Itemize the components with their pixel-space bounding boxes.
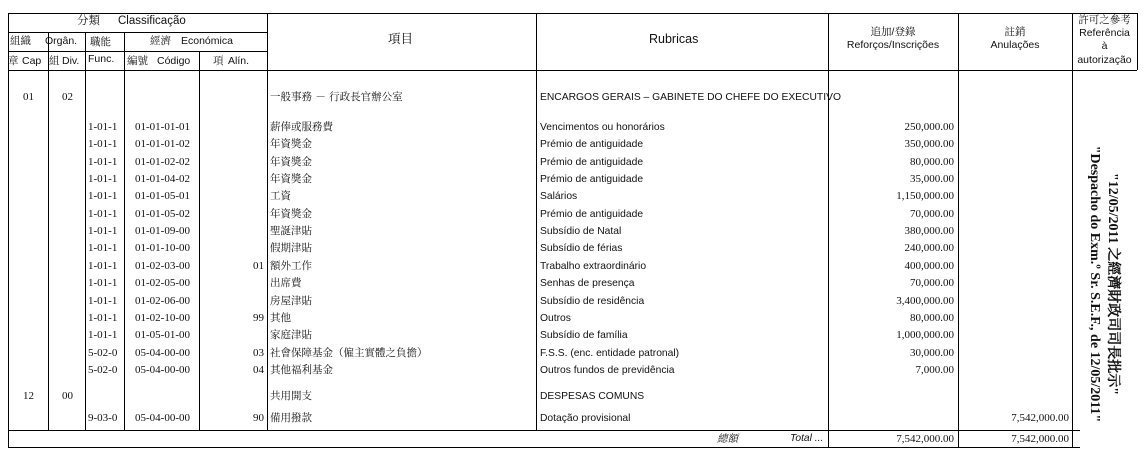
row-reforco: 70,000.00 — [910, 208, 954, 220]
reference-line-1: "12/05/2011 之經濟財政司司長批示" — [1105, 172, 1120, 396]
row-item-zh: 社會保障基金（僱主實體之負擔） — [270, 347, 428, 359]
row-item-zh: 年資獎金 — [270, 208, 312, 220]
row-code: 01-01-01-02 — [135, 138, 190, 150]
row-anulacao: 7,542,000.00 — [1011, 412, 1069, 424]
header-rubricas: Rubricas — [649, 32, 699, 46]
header-functional-pt: Func. — [88, 53, 115, 65]
row-reforco: 7,000.00 — [915, 364, 954, 376]
row-item-zh: 工資 — [270, 190, 291, 202]
row-reforco: 240,000.00 — [904, 242, 954, 254]
row-code: 01-01-05-02 — [135, 208, 190, 220]
section-div: 02 — [62, 91, 73, 103]
section-rubrica: DESPESAS COMUNS — [540, 391, 645, 402]
header-items-zh: 項目 — [388, 32, 414, 46]
header-cap-pt: Cap — [22, 55, 42, 67]
row-code: 01-01-04-02 — [135, 173, 190, 185]
row-func: 1-01-1 — [88, 242, 118, 254]
row-reforco: 30,000.00 — [910, 347, 954, 359]
row-rubrica: Outros fundos de previdência — [540, 365, 675, 376]
row-item-zh: 出席費 — [270, 277, 302, 289]
header-anulacoes-pt: Anulações — [990, 39, 1040, 51]
total-anulacoes: 7,542,000.00 — [1011, 433, 1069, 445]
row-reforco: 3,400,000.00 — [896, 295, 954, 307]
authorization-reference-text — [1085, 146, 1121, 423]
row-item-zh: 家庭津貼 — [270, 329, 312, 341]
row-func: 1-01-1 — [88, 208, 118, 220]
row-item-zh: 其他福利基金 — [270, 364, 333, 376]
total-label-zh: 總額 — [717, 433, 738, 445]
row-reforco: 380,000.00 — [904, 225, 954, 237]
row-reforco: 70,000.00 — [910, 277, 954, 289]
row-func: 5-02-0 — [88, 347, 118, 359]
row-rubrica: Prémio de antiguidade — [540, 209, 644, 220]
grid-line-v-anulacoes — [1072, 13, 1073, 447]
row-rubrica: Prémio de antiguidade — [540, 139, 644, 150]
total-reforcos: 7,542,000.00 — [896, 433, 954, 445]
header-code-pt: Código — [157, 55, 191, 67]
row-rubrica: Subsídio de residência — [540, 296, 645, 307]
row-reforco: 1,000,000.00 — [896, 329, 954, 341]
row-code: 05-04-00-00 — [135, 364, 190, 376]
header-alin-pt: Alín. — [228, 55, 250, 67]
row-item-zh: 額外工作 — [270, 260, 312, 272]
row-rubrica: Dotação provisional — [540, 413, 631, 424]
row-code: 01-02-06-00 — [135, 295, 190, 307]
header-div-zh: 組 — [49, 55, 60, 67]
grid-line-v-reforcos — [958, 13, 959, 447]
total-label-pt: Total ... — [790, 433, 824, 444]
row-code: 01-01-09-00 — [135, 225, 190, 237]
row-rubrica: Salários — [540, 191, 578, 202]
row-alin: 01 — [253, 260, 264, 272]
grid-line-top — [8, 13, 1072, 14]
reference-line-2: "Despacho do Exm.º Sr. S.E.F., de 12/05/2011" — [1087, 145, 1102, 423]
row-reforco: 1,150,000.00 — [896, 190, 954, 202]
row-code: 01-02-03-00 — [135, 260, 190, 272]
row-alin: 03 — [253, 347, 264, 359]
row-func: 5-02-0 — [88, 364, 118, 376]
row-code: 01-01-01-01 — [135, 121, 190, 133]
row-item-zh: 備用撥款 — [270, 412, 312, 424]
row-item-zh: 年資獎金 — [270, 138, 312, 150]
row-item-zh: 薪俸或服務費 — [270, 121, 333, 133]
row-func: 1-01-1 — [88, 156, 118, 168]
row-code: 05-04-00-00 — [135, 347, 190, 359]
row-func: 1-01-1 — [88, 138, 118, 150]
grid-line-header-bottom — [8, 70, 1137, 71]
section-item-zh: 共用開支 — [270, 390, 312, 402]
row-func: 1-01-1 — [88, 329, 118, 341]
grid-line-v-right — [1137, 13, 1138, 70]
row-func: 1-01-1 — [88, 277, 118, 289]
row-func: 1-01-1 — [88, 225, 118, 237]
header-functional-zh: 職能 — [90, 36, 111, 48]
row-item-zh: 年資獎金 — [270, 156, 312, 168]
row-func: 1-01-1 — [88, 312, 118, 324]
header-economic-zh: 經濟 — [150, 35, 171, 47]
section-rubrica: ENCARGOS GERAIS – GABINETE DO CHEFE DO EXECUTIVO — [540, 92, 841, 103]
header-alin-zh: 項 — [213, 55, 224, 67]
header-ref-zh: 許可之參考 — [1078, 14, 1131, 26]
row-code: 01-01-02-02 — [135, 156, 190, 168]
grid-line-v-cap — [48, 32, 49, 430]
row-item-zh: 假期津貼 — [270, 242, 312, 254]
row-rubrica: Trabalho extraordinário — [540, 261, 647, 272]
grid-line-v-items — [536, 13, 537, 430]
grid-line-body-bottom — [8, 430, 1080, 431]
grid-line-v-func — [124, 51, 125, 430]
row-rubrica: F.S.S. (enc. entidade patronal) — [540, 348, 680, 359]
row-code: 01-02-10-00 — [135, 312, 190, 324]
section-item-zh: 一般事務 － 行政長官辦公室 — [270, 91, 403, 103]
grid-line-h2 — [8, 51, 267, 52]
row-rubrica: Subsídio de férias — [540, 243, 623, 254]
row-func: 1-01-1 — [88, 260, 118, 272]
row-func: 9-03-0 — [88, 412, 118, 424]
row-code: 01-05-01-00 — [135, 329, 190, 341]
row-alin: 99 — [253, 312, 264, 324]
row-code: 01-01-05-01 — [135, 190, 190, 202]
row-item-zh: 房屋津貼 — [270, 295, 312, 307]
row-reforco: 35,000.00 — [910, 173, 954, 185]
header-classification-pt: Classificação — [118, 15, 186, 27]
section-cap: 12 — [23, 390, 34, 402]
row-reforco: 80,000.00 — [910, 312, 954, 324]
grid-line-v-alin — [267, 13, 268, 430]
row-rubrica: Subsídio de família — [540, 330, 628, 341]
row-reforco: 80,000.00 — [910, 156, 954, 168]
header-ref-pt3: autorização — [1077, 54, 1132, 66]
row-item-zh: 其他 — [270, 312, 291, 324]
row-item-zh: 聖誕津貼 — [270, 225, 312, 237]
row-alin: 04 — [253, 364, 264, 376]
header-code-zh: 編號 — [127, 55, 148, 67]
grid-line-bottom — [8, 447, 1080, 448]
header-anulacoes-zh: 註銷 — [1004, 26, 1026, 38]
section-cap: 01 — [23, 91, 34, 103]
row-code: 01-01-10-00 — [135, 242, 190, 254]
row-alin: 90 — [253, 412, 264, 424]
row-rubrica: Vencimentos ou honorários — [540, 122, 665, 133]
row-rubrica: Outros — [540, 313, 571, 324]
grid-line-v-func-top — [124, 32, 125, 51]
header-ref-pt2: à — [1101, 40, 1108, 52]
row-rubrica: Prémio de antiguidade — [540, 157, 644, 168]
header-organic-zh: 組織 — [10, 35, 31, 47]
header-reforcos-zh: 追加/登錄 — [870, 26, 916, 38]
grid-line-v-code — [199, 51, 200, 430]
row-reforco: 250,000.00 — [904, 121, 954, 133]
row-func: 1-01-1 — [88, 295, 118, 307]
grid-line-v-left — [8, 13, 9, 447]
grid-line-h1 — [8, 32, 267, 33]
header-economic-pt: Económica — [181, 35, 233, 47]
header-cap-zh: 章 — [8, 55, 19, 67]
row-rubrica: Prémio de antiguidade — [540, 174, 644, 185]
header-div-pt: Div. — [62, 55, 80, 67]
row-item-zh: 年資獎金 — [270, 173, 312, 185]
grid-line-v-div — [85, 32, 86, 430]
row-rubrica: Subsídio de Natal — [540, 226, 622, 237]
header-ref-pt1: Referência — [1079, 27, 1130, 39]
row-func: 1-01-1 — [88, 190, 118, 202]
header-organic-pt: Orgân. — [45, 35, 78, 47]
section-div: 00 — [62, 390, 73, 402]
header-classification-zh: 分類 — [77, 15, 100, 27]
row-reforco: 350,000.00 — [904, 138, 954, 150]
row-func: 1-01-1 — [88, 173, 118, 185]
row-code: 01-02-05-00 — [135, 277, 190, 289]
row-reforco: 400,000.00 — [904, 260, 954, 272]
row-func: 1-01-1 — [88, 121, 118, 133]
header-reforcos-pt: Reforços/Inscrições — [846, 39, 940, 51]
row-rubrica: Senhas de presença — [540, 278, 635, 289]
row-code: 05-04-00-00 — [135, 412, 190, 424]
